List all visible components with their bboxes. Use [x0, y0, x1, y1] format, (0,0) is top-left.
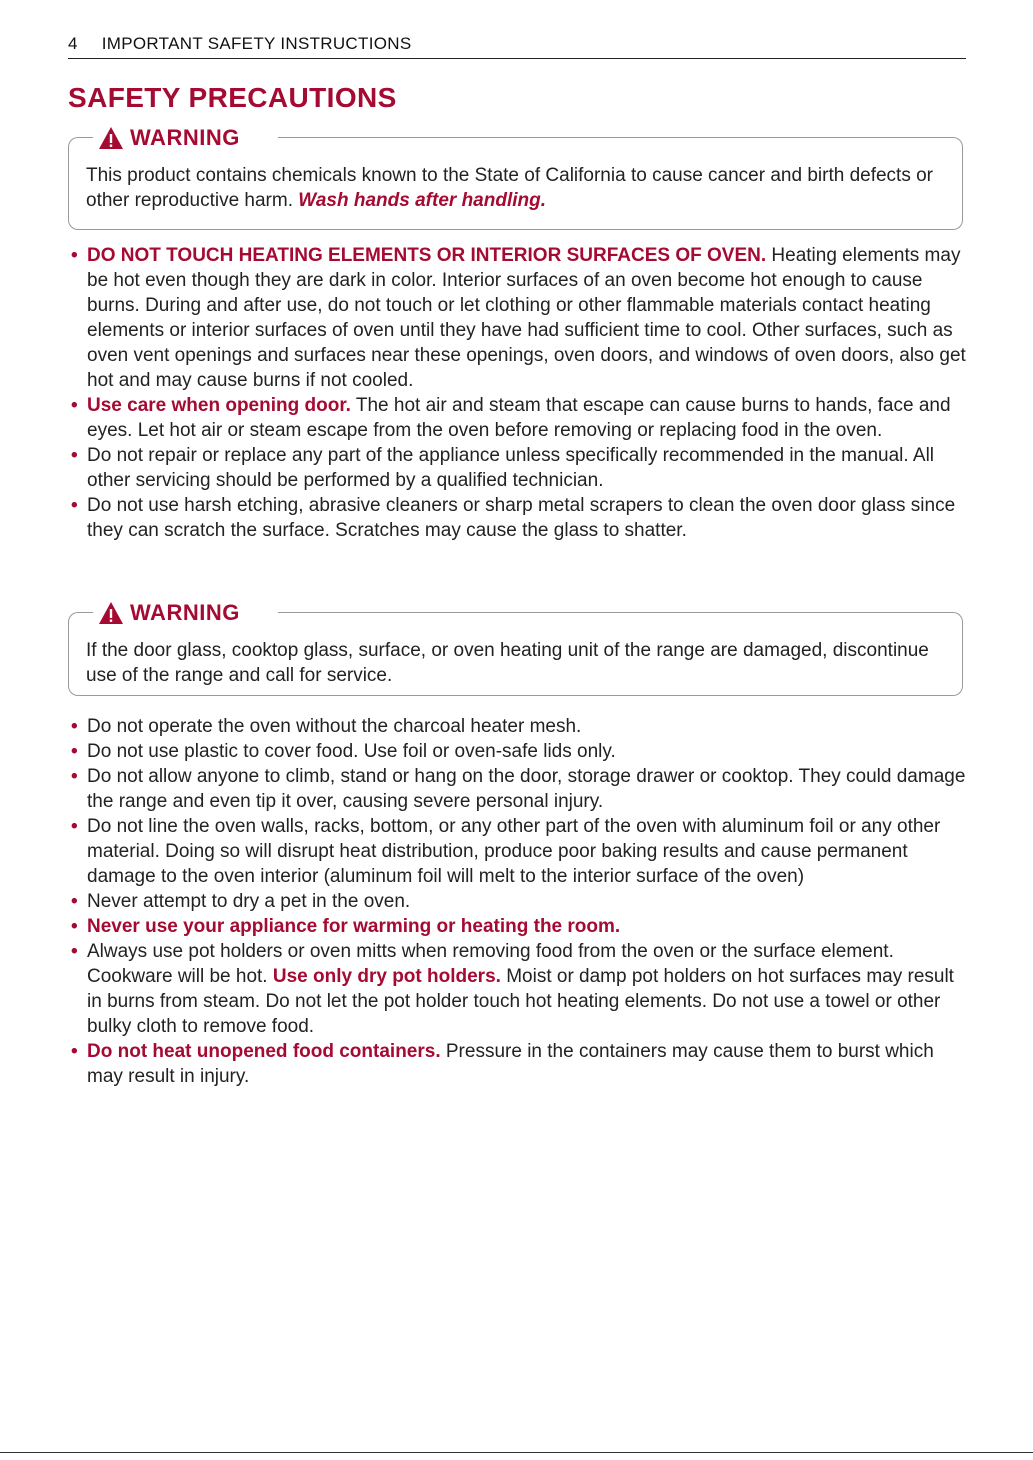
list-item: • Never use your appliance for warming or heating the room.: [68, 914, 968, 939]
footer-rule: [0, 1452, 1033, 1453]
list-item: • Do not use harsh etching, abrasive cleaners or sharp metal scrapers to clean the oven door glass since they can scratch the surface. Scratches may cause the glass to shatter.: [68, 493, 968, 543]
list-item: • Do not allow anyone to climb, stand or hang on the door, storage drawer or cooktop. They could damage the range and even tip it over, causing severe personal injury.: [68, 764, 968, 814]
list-item: • Never attempt to dry a pet in the oven.: [68, 889, 968, 914]
section-title: IMPORTANT SAFETY INSTRUCTIONS: [101, 34, 412, 53]
precautions-list-2: [68, 714, 968, 1089]
list-item: • DO NOT TOUCH HEATING ELEMENTS OR INTERIOR SURFACES OF OVEN. Heating elements may be hot even though they are dark in color. Interior surfaces of an oven become hot enough to cause burns. During and after use, do not touch or let clothing or other flammable materials contact heating elements or interior surfaces of oven until they have had sufficient time to cool. Other surfaces, such as oven vent openings and surfaces near these openings, oven doors, and windows of oven doors, also get hot and may cause burns if not cooled.: [68, 243, 968, 393]
list-item: • Do not operate the oven without the charcoal heater mesh.: [68, 714, 968, 739]
warning-heading: WARNING: [98, 125, 240, 151]
list-item: • Do not line the oven walls, racks, bottom, or any other part of the oven with aluminum foil or any other material. Doing so will disrupt heat distribution, produce poor baking results and cause permanent damage to the oven interior (aluminum foil will melt to the interior surface of the oven): [68, 814, 968, 889]
list-item: • Do not heat unopened food containers. Pressure in the containers may cause them to burst which may result in injury.: [68, 1039, 968, 1089]
warning-emphasis: Wash hands after handling.: [298, 190, 546, 211]
warning-text: If the door glass, cooktop glass, surface, or oven heating unit of the range are damaged, discontinue use of the range and call for service.: [86, 640, 929, 686]
warning-box-2: [68, 600, 963, 696]
precautions-list-1: [68, 243, 968, 543]
warning-text: This product contains chemicals known to the State of California to cause cancer and birth defects or other reproductive harm. Wash hands after handling.: [86, 165, 934, 211]
running-header: [68, 34, 966, 59]
list-item: • Always use pot holders or oven mitts when removing food from the oven or the surface element. Cookware will be hot. Use only dry pot holders. Moist or damp pot holders on hot surfaces may result in burns from steam. Do not let the pot holder touch hot heating elements. Do not use a towel or other bulky cloth to remove food.: [68, 939, 968, 1039]
list-item: • Use care when opening door. The hot air and steam that escape can cause burns to hands, face and eyes. Let hot air or steam escape from the oven before removing or replacing food in the oven.: [68, 393, 968, 443]
warning-box-1: [68, 125, 963, 230]
list-item: • Do not use plastic to cover food. Use foil or oven-safe lids only.: [68, 739, 968, 764]
page-title: SAFETY PRECAUTIONS: [68, 82, 397, 113]
list-item: • Do not repair or replace any part of the appliance unless specifically recommended in the manual. All other servicing should be performed by a qualified technician.: [68, 443, 968, 493]
warning-heading: WARNING: [98, 600, 240, 626]
page-number: 4: [68, 34, 78, 53]
